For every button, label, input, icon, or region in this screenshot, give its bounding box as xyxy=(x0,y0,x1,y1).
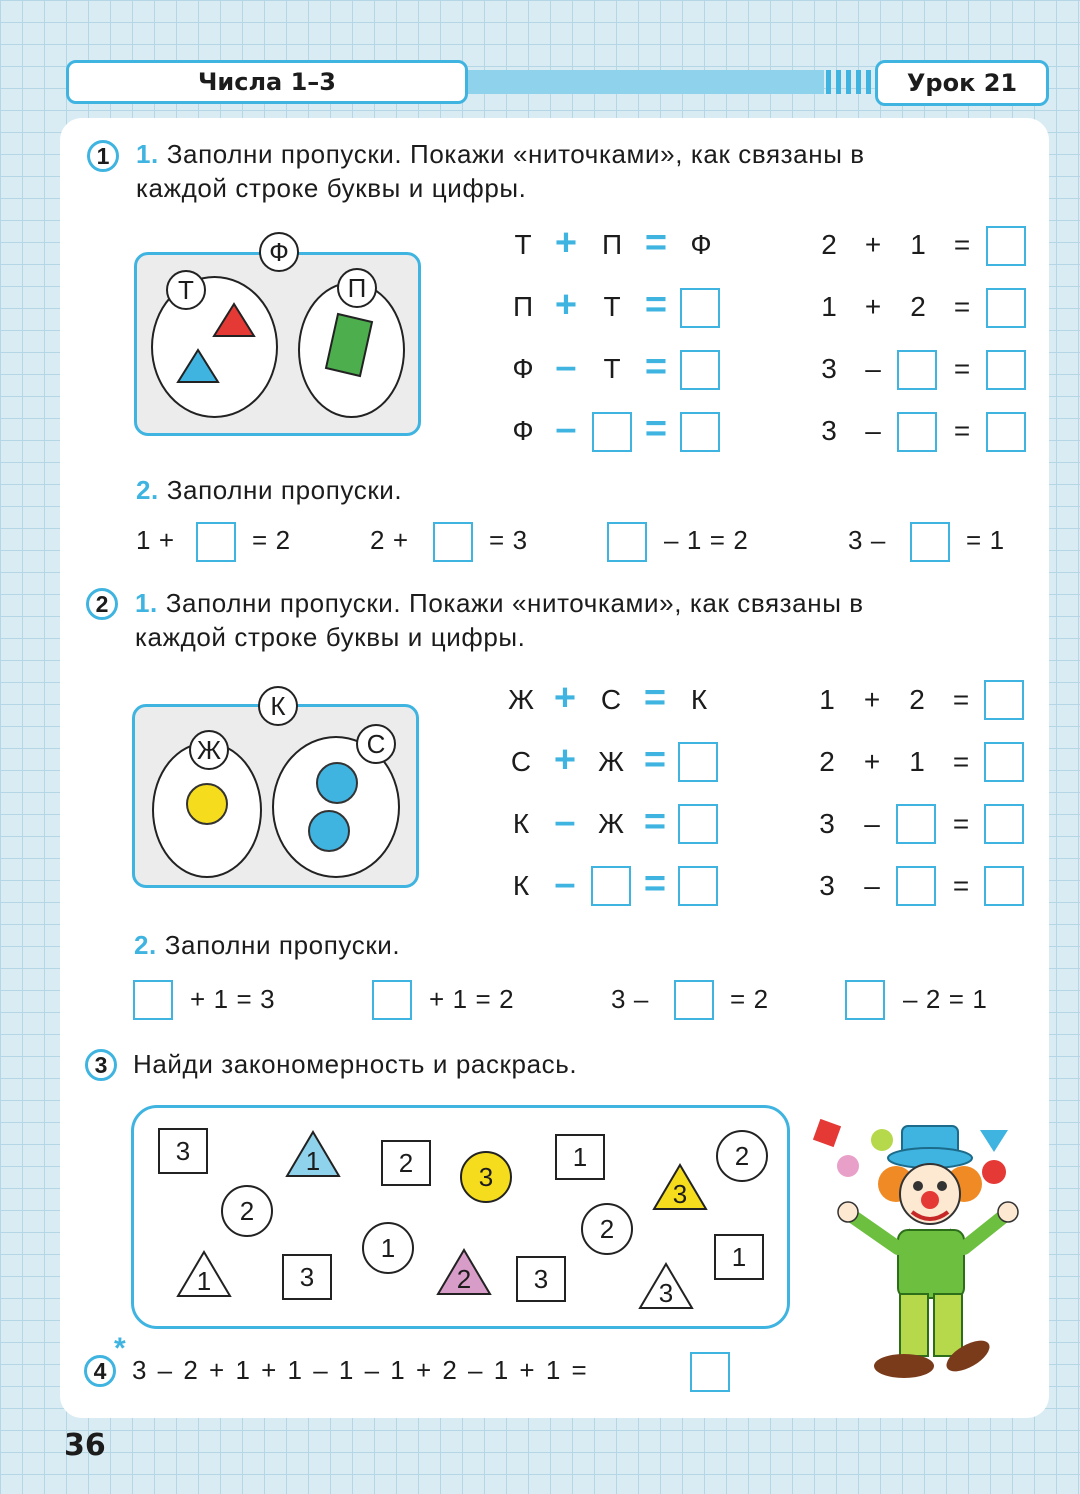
equals-sign: = xyxy=(953,291,971,322)
exercise-number-1: 1 xyxy=(87,140,119,172)
equation-part: 1 + xyxy=(136,525,175,555)
equals-sign: = xyxy=(952,808,970,839)
set-label-left: Т xyxy=(166,270,206,310)
letter: Ф xyxy=(512,353,534,384)
task-text xyxy=(136,475,402,506)
digit: 1 xyxy=(910,229,926,260)
sub-number: 2. xyxy=(134,930,157,960)
answer-box[interactable] xyxy=(607,522,647,562)
task-text xyxy=(136,139,865,170)
letter: К xyxy=(690,684,708,715)
triangle-shape[interactable] xyxy=(285,1130,341,1178)
equation-part: 2 + xyxy=(370,525,409,555)
triangle-shape[interactable] xyxy=(436,1248,492,1296)
task-line: Заполни пропуски. Покажи «ниточками», как связаны в xyxy=(166,139,865,169)
plus-sign: + xyxy=(553,677,577,719)
answer-box[interactable] xyxy=(674,980,714,1020)
digit: 1 xyxy=(909,746,925,777)
equals-sign: = xyxy=(952,684,970,715)
expression: 3 – 2 + 1 + 1 – 1 – 1 + 2 – 1 + 1 = xyxy=(132,1355,589,1385)
answer-box[interactable] xyxy=(591,866,631,906)
equals-sign: = xyxy=(953,353,971,384)
minus-sign: – xyxy=(554,801,576,843)
blue-circle-icon xyxy=(316,762,358,804)
answer-box[interactable] xyxy=(678,866,718,906)
sub-number: 1. xyxy=(136,139,159,169)
equals-sign: = xyxy=(643,863,667,905)
square-shape[interactable]: 1 xyxy=(714,1234,764,1280)
yellow-circle-icon xyxy=(186,783,228,825)
answer-box[interactable] xyxy=(910,522,950,562)
answer-box[interactable] xyxy=(897,412,937,452)
equals-sign: = xyxy=(644,346,668,388)
header-ticks xyxy=(826,70,872,94)
set-label-right: П xyxy=(337,268,377,308)
answer-box[interactable] xyxy=(896,866,936,906)
minus-sign: – xyxy=(555,408,577,450)
equation-part: = 2 xyxy=(252,525,291,555)
minus-sign: – xyxy=(555,346,577,388)
blue-triangle-icon xyxy=(176,348,220,384)
minus-sign: – xyxy=(554,863,576,905)
digit: 1 xyxy=(821,291,837,322)
equals-sign: = xyxy=(952,870,970,901)
circle-shape[interactable]: 2 xyxy=(221,1185,273,1237)
task-line: Заполни пропуски. Покажи «ниточками», как связаны в xyxy=(165,588,864,618)
letter: Ж xyxy=(508,684,534,715)
shape-number: 2 xyxy=(456,1264,472,1294)
shape-number: 3 xyxy=(658,1278,674,1308)
digit: 3 xyxy=(819,808,835,839)
circle-shape[interactable]: 3 xyxy=(460,1151,512,1203)
set-label-left: Ж xyxy=(189,730,229,770)
answer-box[interactable] xyxy=(845,980,885,1020)
header-strip xyxy=(468,70,824,94)
letter: Ф xyxy=(512,415,534,446)
letter: Т xyxy=(514,229,532,260)
digit: 3 xyxy=(821,353,837,384)
task-text: Найди закономерность и раскрась. xyxy=(133,1049,578,1079)
exercise-number-2: 2 xyxy=(86,588,118,620)
equals-sign: = xyxy=(953,229,971,260)
equation-part: = 2 xyxy=(730,984,769,1014)
task-text xyxy=(134,930,400,961)
square-shape[interactable]: 2 xyxy=(381,1140,431,1186)
equals-sign: = xyxy=(644,284,668,326)
equation-part: + 1 = 2 xyxy=(429,984,515,1014)
answer-box[interactable] xyxy=(592,412,632,452)
answer-box[interactable] xyxy=(678,742,718,782)
answer-box[interactable] xyxy=(896,804,936,844)
square-shape[interactable]: 3 xyxy=(516,1256,566,1302)
letter: Т xyxy=(603,353,621,384)
answer-box[interactable] xyxy=(433,522,473,562)
digit: 1 xyxy=(819,684,835,715)
task-line: каждой строке буквы и цифры. xyxy=(135,622,526,652)
equals-sign: = xyxy=(952,746,970,777)
plus-sign: + xyxy=(553,739,577,781)
equation-part: = 1 xyxy=(966,525,1005,555)
plus-sign: + xyxy=(863,746,881,777)
letter: К xyxy=(512,870,530,901)
circle-shape[interactable]: 2 xyxy=(581,1203,633,1255)
answer-box[interactable] xyxy=(986,350,1026,390)
set-label-right: С xyxy=(356,724,396,764)
shape-number: 3 xyxy=(672,1179,688,1209)
lesson-header: Урок 21 xyxy=(875,60,1049,106)
answer-box[interactable] xyxy=(680,288,720,328)
answer-box[interactable] xyxy=(897,350,937,390)
plus-sign: + xyxy=(864,291,882,322)
equals-sign: = xyxy=(644,408,668,450)
equation-part: = 3 xyxy=(489,525,528,555)
red-triangle-icon xyxy=(212,302,256,338)
equation-part: – 1 = 2 xyxy=(664,525,749,555)
answer-box[interactable] xyxy=(678,804,718,844)
digit: 2 xyxy=(821,229,837,260)
star-mark: * xyxy=(114,1332,126,1365)
square-shape[interactable]: 1 xyxy=(555,1134,605,1180)
task-text xyxy=(135,588,864,619)
triangle-shape[interactable] xyxy=(638,1262,694,1310)
equation-part: + 1 = 3 xyxy=(190,984,276,1014)
digit: 2 xyxy=(910,291,926,322)
equation-part: – 2 = 1 xyxy=(903,984,988,1014)
sub-number: 1. xyxy=(135,588,158,618)
letter: С xyxy=(510,746,532,777)
letter: Ж xyxy=(598,808,624,839)
exercise-number-4: 4 xyxy=(84,1355,116,1387)
plus-sign: + xyxy=(863,684,881,715)
equation-part: 3 – xyxy=(848,525,886,555)
digit: 3 xyxy=(819,870,835,901)
set-label-top: Ф xyxy=(259,232,299,272)
sub-number: 2. xyxy=(136,475,159,505)
answer-box[interactable] xyxy=(984,742,1024,782)
letter: Ф xyxy=(690,229,712,260)
minus-sign: – xyxy=(864,870,880,901)
plus-sign: + xyxy=(864,229,882,260)
answer-box[interactable] xyxy=(984,804,1024,844)
topic-header: Числа 1–3 xyxy=(66,60,468,104)
digit: 3 xyxy=(821,415,837,446)
answer-box[interactable] xyxy=(690,1352,730,1392)
letter: К xyxy=(512,808,530,839)
plus-sign: + xyxy=(554,222,578,264)
triangle-shape[interactable] xyxy=(652,1163,708,1211)
digit: 2 xyxy=(819,746,835,777)
answer-box[interactable] xyxy=(984,866,1024,906)
blue-circle-icon xyxy=(308,810,350,852)
answer-box[interactable] xyxy=(680,350,720,390)
answer-box[interactable] xyxy=(372,980,412,1020)
square-shape[interactable]: 3 xyxy=(282,1254,332,1300)
letter: Ж xyxy=(598,746,624,777)
equals-sign: = xyxy=(643,739,667,781)
answer-box[interactable] xyxy=(133,980,173,1020)
task-line: Заполни пропуски. xyxy=(166,475,403,505)
circle-shape[interactable]: 1 xyxy=(362,1222,414,1274)
task-line: каждой строке буквы и цифры. xyxy=(136,173,527,203)
clown-illustration xyxy=(812,1118,1022,1388)
triangle-shape[interactable] xyxy=(176,1250,232,1298)
shape-number: 1 xyxy=(305,1146,321,1176)
answer-box[interactable] xyxy=(680,412,720,452)
minus-sign: – xyxy=(864,808,880,839)
equation-part: 3 – xyxy=(611,984,649,1014)
letter: П xyxy=(512,291,534,322)
equals-sign: = xyxy=(953,415,971,446)
answer-box[interactable] xyxy=(986,288,1026,328)
square-shape[interactable]: 3 xyxy=(158,1128,208,1174)
letter: С xyxy=(600,684,622,715)
exercise-number-3: 3 xyxy=(85,1049,117,1081)
minus-sign: – xyxy=(865,353,881,384)
plus-sign: + xyxy=(554,284,578,326)
answer-box[interactable] xyxy=(986,412,1026,452)
letter: Т xyxy=(603,291,621,322)
letter: П xyxy=(601,229,623,260)
digit: 2 xyxy=(909,684,925,715)
page-number: 36 xyxy=(64,1428,106,1463)
equals-sign: = xyxy=(643,677,667,719)
set-label-top: К xyxy=(258,686,298,726)
green-rectangle-icon xyxy=(322,310,376,380)
shape-number: 1 xyxy=(196,1266,212,1296)
answer-box[interactable] xyxy=(984,680,1024,720)
answer-box[interactable] xyxy=(196,522,236,562)
circle-shape[interactable]: 2 xyxy=(716,1130,768,1182)
answer-box[interactable] xyxy=(986,226,1026,266)
equals-sign: = xyxy=(644,222,668,264)
minus-sign: – xyxy=(865,415,881,446)
task-line: Заполни пропуски. xyxy=(164,930,401,960)
equals-sign: = xyxy=(643,801,667,843)
